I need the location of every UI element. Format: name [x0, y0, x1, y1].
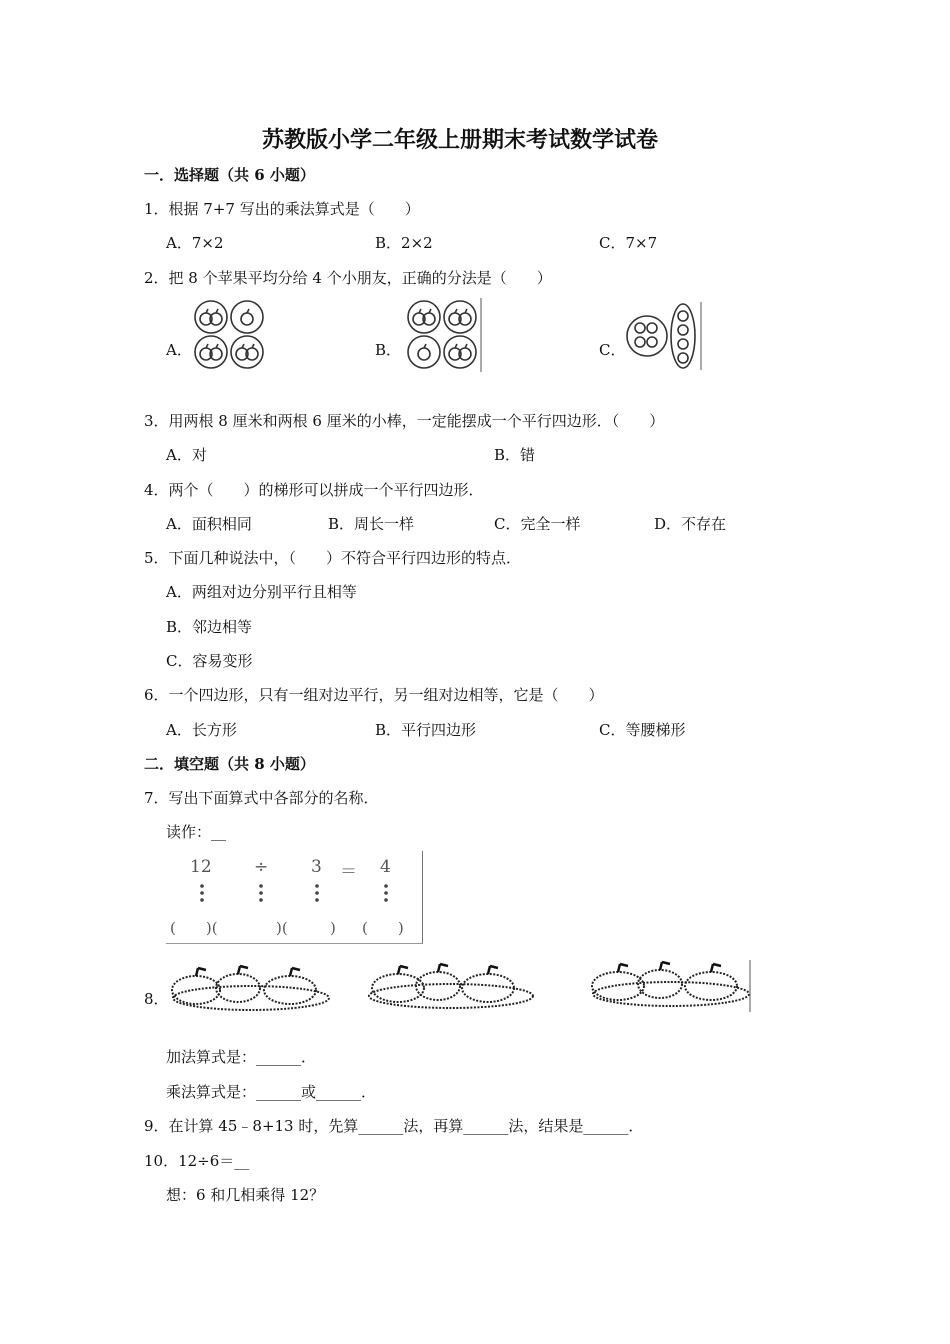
question-6-option-a[interactable]: A．长方形 [166, 721, 237, 739]
question-4-option-a[interactable]: A．面积相同 [166, 515, 252, 533]
blank-parens-2[interactable]: )( [246, 919, 288, 937]
question-2-stem: 2．把 8 个苹果平均分给 4 个小朋友，正确的分法是（ ） [144, 269, 552, 287]
question-4-stem: 4．两个（ ）的梯形可以拼成一个平行四边形． [144, 481, 484, 499]
question-7-stem: 7．写出下面算式中各部分的名称． [144, 789, 379, 807]
divisor: 3 [311, 857, 322, 877]
question-3-option-a[interactable]: A．对 [166, 446, 207, 464]
question-8-number: 8． [144, 990, 169, 1008]
question-1-option-b[interactable]: B．2×2 [375, 234, 433, 252]
question-2-option-b[interactable]: B． [375, 341, 402, 359]
question-5-stem: 5．下面几种说法中，（ ）不符合平行四边形的特点． [144, 549, 522, 567]
section-heading-fill: 二．填空题（共 8 小题） [144, 755, 315, 773]
question-1-option-c[interactable]: C．7×7 [599, 234, 658, 252]
question-2-option-a[interactable]: A． [166, 341, 192, 359]
question-8-multiplication: 乘法算式是：______或______． [166, 1083, 377, 1101]
section-heading-choice: 一．选择题（共 6 小题） [144, 166, 315, 184]
division-parts-figure [166, 851, 423, 944]
question-5-option-c[interactable]: C．容易变形 [166, 652, 253, 670]
division-sign: ÷ [254, 857, 269, 877]
question-6-option-c[interactable]: C．等腰梯形 [599, 721, 686, 739]
dividend: 12 [190, 857, 212, 877]
question-6-option-b[interactable]: B．平行四边形 [375, 721, 477, 739]
question-3-stem: 3．用两根 8 厘米和两根 6 厘米的小棒，一定能摆成一个平行四边形．（ ） [144, 412, 665, 430]
blank-parens-3[interactable]: ) [300, 919, 336, 937]
question-4-option-d[interactable]: D．不存在 [654, 515, 727, 533]
question-5-option-a[interactable]: A．两组对边分别平行且相等 [166, 583, 357, 601]
apples-figure-a [194, 300, 274, 372]
apple-plates-figure [166, 960, 756, 1016]
question-6-stem: 6．一个四边形，只有一组对边平行，另一组对边相等，它是（ ） [144, 686, 604, 704]
question-10-stem: 10．12÷6＝__ [144, 1152, 250, 1170]
apples-figure-b [404, 298, 484, 374]
question-10-hint: 想：6 和几相乘得 12？ [166, 1186, 325, 1204]
question-2-option-c[interactable]: C． [599, 341, 626, 359]
question-8-addition: 加法算式是：______． [166, 1048, 317, 1066]
apples-figure-c [625, 300, 705, 372]
question-4-option-c[interactable]: C．完全一样 [494, 515, 581, 533]
question-9-stem: 9．在计算 45﹣8+13 时，先算______法，再算______法，结果是______． [144, 1117, 644, 1135]
question-1-stem: 1．根据 7+7 写出的乘法算式是（ ） [144, 200, 420, 218]
dotted-connectors [166, 883, 422, 907]
blank-parens-4[interactable]: ( ) [362, 919, 404, 937]
question-5-option-b[interactable]: B．邻边相等 [166, 618, 253, 636]
question-7-read-as: 读作：__ [166, 823, 227, 841]
question-3-option-b[interactable]: B．错 [494, 446, 536, 464]
question-4-option-b[interactable]: B．周长一样 [328, 515, 415, 533]
question-1-option-a[interactable]: A．7×2 [166, 234, 224, 252]
quotient: 4 [380, 857, 391, 877]
page-title: 苏教版小学二年级上册期末考试数学试卷 [262, 127, 659, 153]
blank-parens-1[interactable]: ( )( [170, 919, 218, 937]
equals-sign: ＝ [340, 862, 357, 882]
